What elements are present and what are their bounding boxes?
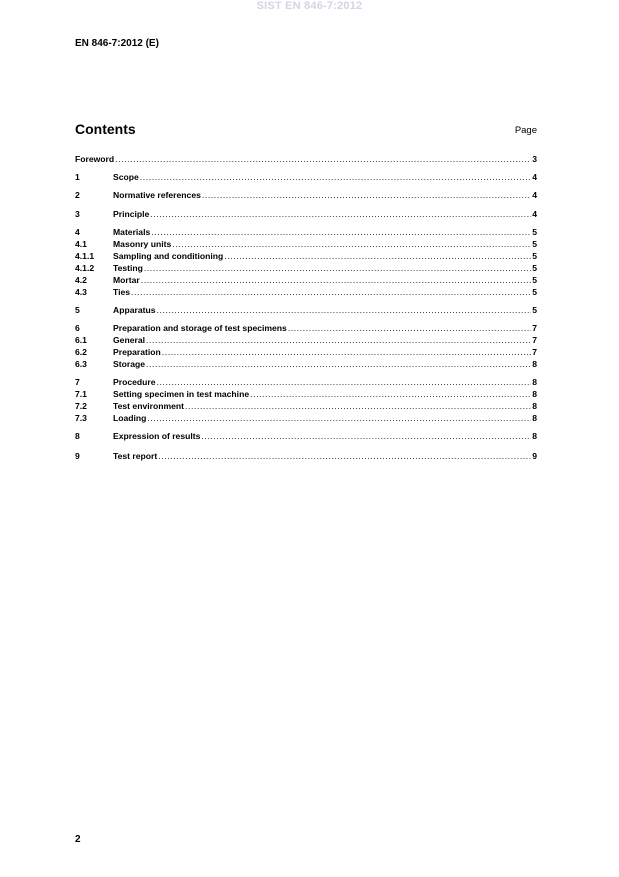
toc-entry-7-3[interactable] bbox=[75, 412, 537, 424]
toc-entry-page: 8 bbox=[532, 389, 537, 399]
toc-entry-4-2[interactable] bbox=[75, 274, 537, 286]
toc-entry-number: 6.2 bbox=[75, 347, 87, 357]
toc-entry-number: 1 bbox=[75, 172, 80, 182]
toc-entry-page: 5 bbox=[532, 287, 537, 297]
toc-entry-number: 2 bbox=[75, 190, 80, 200]
toc-entry-title: Normative references bbox=[113, 190, 201, 200]
toc-entry-title: Scope bbox=[113, 172, 139, 182]
toc-entry-3[interactable] bbox=[75, 208, 537, 220]
toc-entry-page: 8 bbox=[532, 431, 537, 441]
document-id: EN 846-7:2012 (E) bbox=[75, 38, 159, 49]
toc-entry-title: Test environment bbox=[113, 401, 184, 411]
toc-dot-leader bbox=[141, 274, 531, 286]
toc-entry-title: Procedure bbox=[113, 377, 156, 387]
toc-dot-leader bbox=[202, 189, 531, 201]
toc-entry-4-3[interactable] bbox=[75, 286, 537, 298]
toc-dot-leader bbox=[140, 171, 531, 183]
toc-entry-page: 8 bbox=[532, 401, 537, 411]
toc-entry-page: 4 bbox=[532, 190, 537, 200]
toc-dot-leader bbox=[150, 208, 531, 220]
toc-entry-number: 5 bbox=[75, 305, 80, 315]
toc-entry-6[interactable] bbox=[75, 322, 537, 334]
contents-title: Contents bbox=[75, 121, 136, 137]
toc-entry-7[interactable] bbox=[75, 376, 537, 388]
toc-entry-title: Test report bbox=[113, 451, 158, 461]
toc-entry-number: 7.2 bbox=[75, 401, 87, 411]
toc-entry-6-2[interactable] bbox=[75, 346, 537, 358]
toc-entry-title: Setting specimen in test machine bbox=[113, 389, 250, 399]
toc-entry-page: 7 bbox=[532, 347, 537, 357]
toc-dot-leader bbox=[157, 376, 532, 388]
toc-dot-leader bbox=[131, 286, 531, 298]
toc-entry-page: 5 bbox=[532, 251, 537, 261]
toc-entry-page: 7 bbox=[532, 323, 537, 333]
toc-dot-leader bbox=[224, 250, 531, 262]
toc-entry-number: 7 bbox=[75, 377, 80, 387]
toc-dot-leader bbox=[288, 322, 531, 334]
toc-entry-4[interactable] bbox=[75, 226, 537, 238]
toc-entry-number: 6.3 bbox=[75, 359, 87, 369]
toc-entry-7-1[interactable] bbox=[75, 388, 537, 400]
toc-entry-1[interactable] bbox=[75, 171, 537, 183]
toc-entry-number: 4.2 bbox=[75, 275, 87, 285]
toc-entry-title: Mortar bbox=[113, 275, 140, 285]
toc-entry-title: Preparation and storage of test specimens bbox=[113, 323, 287, 333]
toc-entry-4-1-2[interactable] bbox=[75, 262, 537, 274]
toc-entry-title: Masonry units bbox=[113, 239, 172, 249]
toc-entry-2[interactable] bbox=[75, 189, 537, 201]
toc-entry-title: Loading bbox=[113, 413, 147, 423]
toc-entry-9[interactable] bbox=[75, 450, 537, 462]
toc-entry-number: 7.3 bbox=[75, 413, 87, 423]
toc-entry-page: 7 bbox=[532, 335, 537, 345]
toc-dot-leader bbox=[151, 226, 531, 238]
toc-entry-6-3[interactable] bbox=[75, 358, 537, 370]
toc-dot-leader bbox=[146, 358, 531, 370]
toc-entry-title: Ties bbox=[113, 287, 131, 297]
toc-entry-page: 8 bbox=[532, 413, 537, 423]
toc-dot-leader bbox=[158, 450, 531, 462]
toc-entry-page: 8 bbox=[532, 377, 537, 387]
toc-dot-leader bbox=[172, 238, 531, 250]
toc-dot-leader bbox=[185, 400, 531, 412]
toc-entry-6-1[interactable] bbox=[75, 334, 537, 346]
toc-dot-leader bbox=[162, 346, 531, 358]
toc-entry-page: 5 bbox=[532, 263, 537, 273]
toc-entry-page: 9 bbox=[532, 451, 537, 461]
toc-entry-number: 8 bbox=[75, 431, 80, 441]
toc-entry-4-1[interactable] bbox=[75, 238, 537, 250]
toc-entry-page: 5 bbox=[532, 305, 537, 315]
toc-entry-page: 3 bbox=[532, 154, 537, 164]
toc-entry-number: 6.1 bbox=[75, 335, 87, 345]
page-column-label: Page bbox=[514, 125, 537, 136]
toc-entry-title: Storage bbox=[113, 359, 145, 369]
toc-entry-page: 5 bbox=[532, 239, 537, 249]
toc-dot-leader bbox=[201, 430, 531, 442]
toc-entry-title: General bbox=[113, 335, 146, 345]
toc-entry-page: 5 bbox=[532, 275, 537, 285]
toc-entry-title: Preparation bbox=[113, 347, 161, 357]
toc-entry-4-1-1[interactable] bbox=[75, 250, 537, 262]
toc-entry-number: 4.1.2 bbox=[75, 263, 95, 273]
toc-entry-page: 4 bbox=[532, 172, 537, 182]
toc-entry-title: Testing bbox=[113, 263, 143, 273]
toc-entry-title: Expression of results bbox=[113, 431, 201, 441]
toc-dot-leader bbox=[147, 412, 531, 424]
toc-entry-page: 5 bbox=[532, 227, 537, 237]
toc-dot-leader bbox=[250, 388, 531, 400]
toc-entry-page: 4 bbox=[532, 209, 537, 219]
toc-entry-number: 7.1 bbox=[75, 389, 87, 399]
toc-entry-foreword[interactable] bbox=[75, 153, 537, 165]
toc-entry-7-2[interactable] bbox=[75, 400, 537, 412]
toc-dot-leader bbox=[157, 304, 532, 316]
toc-entry-page: 8 bbox=[532, 359, 537, 369]
toc-entry-number: 3 bbox=[75, 209, 80, 219]
toc-entry-number: 4.1 bbox=[75, 239, 87, 249]
toc-entry-number: 4 bbox=[75, 227, 80, 237]
toc-dot-leader bbox=[115, 153, 531, 165]
toc-dot-leader bbox=[144, 262, 531, 274]
toc-entry-title: Apparatus bbox=[113, 305, 156, 315]
toc-entry-title: Materials bbox=[113, 227, 151, 237]
toc-entry-title: Foreword bbox=[75, 154, 115, 164]
toc-entry-8[interactable] bbox=[75, 430, 537, 442]
toc-entry-number: 6 bbox=[75, 323, 80, 333]
watermark: SIST EN 846-7:2012 bbox=[256, 0, 363, 12]
toc-entry-number: 4.1.1 bbox=[75, 251, 95, 261]
toc-entry-title: Sampling and conditioning bbox=[113, 251, 224, 261]
page-number: 2 bbox=[75, 834, 81, 845]
toc-entry-number: 4.3 bbox=[75, 287, 87, 297]
toc-entry-number: 9 bbox=[75, 451, 80, 461]
toc-dot-leader bbox=[146, 334, 531, 346]
toc-entry-title: Principle bbox=[113, 209, 150, 219]
toc-entry-5[interactable] bbox=[75, 304, 537, 316]
